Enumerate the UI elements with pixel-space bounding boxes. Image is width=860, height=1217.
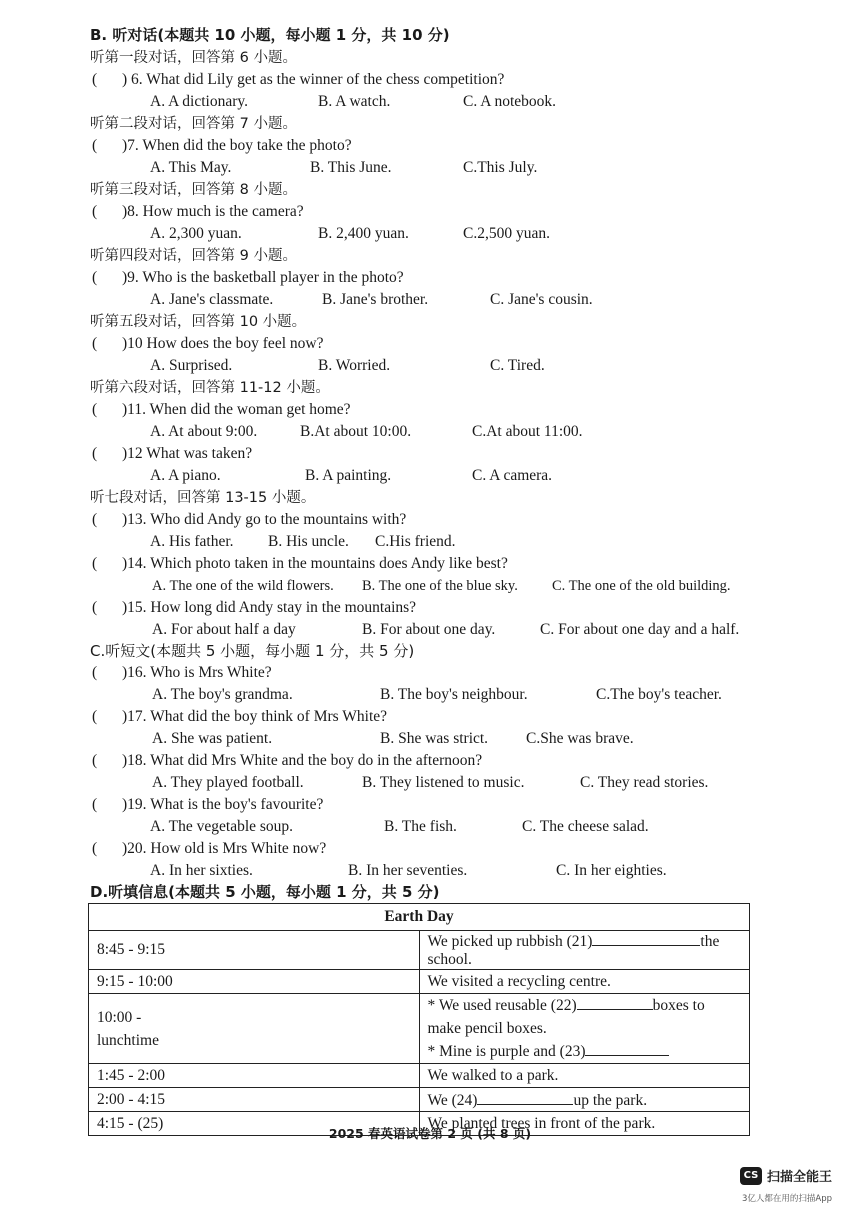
group-intro: 听第三段对话，回答第 8 小题。 [90,182,297,198]
option-b: B. Jane's brother. [322,291,429,308]
scanner-watermark [740,1166,832,1185]
question-stem: ( )20. How old is Mrs White now? [92,840,327,857]
section-b-heading: B. 听对话(本题共 10 小题，每小题 1 分，共 10 分) [90,26,450,44]
option-a: A. The one of the wild flowers. [152,578,334,594]
brand-name: 扫描全能王 [767,1170,833,1185]
activity-cell: * We used reusable (22) boxes to make pencil boxes. * Mine is purple and (23) [419,994,750,1064]
option-c: C. The cheese salad. [522,818,649,835]
option-a: A. The vegetable soup. [150,818,294,835]
question-stem: ( )10 How does the boy feel now? [92,335,324,352]
group-intro: 听第六段对话，回答第 11-12 小题。 [90,380,330,396]
option-a: A. Jane's classmate. [150,291,274,308]
group-intro: 听七段对话，回答第 13-15 小题。 [90,490,316,506]
option-a: A. At about 9:00. [150,423,258,440]
option-c: C.She was brave. [526,730,634,747]
option-a: A. For about half a day [152,621,296,638]
option-a: A. A piano. [150,467,221,484]
section-c-heading: C.听短文(本题共 5 小题，每小题 1 分，共 5 分) [90,642,415,660]
brand-tagline: 3亿人都在用的扫描App [742,1194,833,1204]
earth-day-table [88,903,750,1136]
option-c: C. Jane's cousin. [490,291,593,308]
page-footer: 2025 春英语试卷第 2 页 (共 8 页) [328,1126,532,1141]
answer-blank-22[interactable] [577,995,653,1010]
question-stem: ( )16. Who is Mrs White? [92,664,272,681]
time-cell: 4:15 - (25) [89,1112,420,1136]
option-c: C. In her eighties. [556,862,667,879]
option-b: B. The fish. [384,818,457,835]
table-title-row [89,904,750,931]
option-c: C. For about one day and a half. [540,621,740,638]
question-stem: ( )12 What was taken? [92,445,253,462]
option-b: B. 2,400 yuan. [318,225,409,242]
activity-cell: We walked to a park. [419,1064,750,1088]
question-stem: ( )7. When did the boy take the photo? [92,137,352,154]
option-b: B. They listened to music. [362,774,525,791]
time-cell: 9:15 - 10:00 [89,970,420,994]
table-row [89,970,750,994]
option-c: C. A notebook. [463,93,557,110]
activity-cell: We (24) up the park. [419,1088,750,1112]
time-cell: 1:45 - 2:00 [89,1064,420,1088]
table-row [89,1064,750,1088]
question-stem: ( )11. When did the woman get home? [92,401,351,418]
question-stem: ( )14. Which photo taken in the mountains does Andy like best? [92,555,508,572]
option-b: B. A painting. [305,467,392,484]
option-a: A. 2,300 yuan. [150,225,242,242]
option-b: B. The boy's neighbour. [380,686,528,703]
option-b: B. This June. [310,159,392,176]
question-stem: ( )9. Who is the basketball player in the photo? [92,269,404,286]
time-cell: 10:00 - lunchtime [89,994,420,1064]
section-d-heading: D.听填信息(本题共 5 小题，每小题 1 分，共 5 分) [90,883,440,901]
option-a: A. She was patient. [152,730,273,747]
option-a: A. In her sixties. [150,862,253,879]
table-title: Earth Day [89,904,750,931]
option-b: B. She was strict. [380,730,489,747]
option-c: C.His friend. [375,533,456,550]
option-c: C.The boy's teacher. [596,686,722,703]
option-b: B.At about 10:00. [300,423,412,440]
option-c: C.This July. [463,159,538,176]
group-intro: 听第二段对话，回答第 7 小题。 [90,116,297,132]
answer-blank-24[interactable] [477,1090,573,1105]
option-c: C. The one of the old building. [552,578,731,594]
question-stem: ( ) 6. What did Lily get as the winner of the chess competition? [92,71,505,88]
option-a: A. The boy's grandma. [152,686,293,703]
option-b: B. A watch. [318,93,391,110]
option-c: C. Tired. [490,357,545,374]
answer-blank-21[interactable] [592,931,700,946]
option-b: B. Worried. [318,357,391,374]
answer-blank-23[interactable] [585,1041,669,1056]
question-stem: ( )15. How long did Andy stay in the mountains? [92,599,417,616]
time-cell: 8:45 - 9:15 [89,931,420,970]
option-c: C. A camera. [472,467,553,484]
activity-cell: We picked up rubbish (21) the school. [419,931,750,970]
table-row [89,931,750,970]
option-b: B. His uncle. [268,533,349,550]
group-intro: 听第四段对话，回答第 9 小题。 [90,248,297,264]
option-a: A. His father. [150,533,234,550]
camscanner-logo-icon: CS [740,1167,762,1185]
option-b: B. The one of the blue sky. [362,578,518,594]
time-cell: 2:00 - 4:15 [89,1088,420,1112]
option-b: B. In her seventies. [348,862,468,879]
question-stem: ( )18. What did Mrs White and the boy do in the afternoon? [92,752,483,769]
option-b: B. For about one day. [362,621,496,638]
group-intro: 听第五段对话，回答第 10 小题。 [90,314,307,330]
option-c: C.At about 11:00. [472,423,583,440]
table-row [89,994,750,1064]
question-stem: ( )8. How much is the camera? [92,203,304,220]
group-intro: 听第一段对话，回答第 6 小题。 [90,50,297,66]
question-stem: ( )17. What did the boy think of Mrs White? [92,708,388,725]
activity-cell: We visited a recycling centre. [419,970,750,994]
option-a: A. A dictionary. [150,93,249,110]
activity-cell: We planted trees in front of the park. [419,1112,750,1136]
question-stem: ( )19. What is the boy's favourite? [92,796,324,813]
question-stem: ( )13. Who did Andy go to the mountains with? [92,511,407,528]
table-row [89,1088,750,1112]
option-c: C.2,500 yuan. [463,225,550,242]
option-a: A. This May. [150,159,232,176]
option-c: C. They read stories. [580,774,709,791]
option-a: A. Surprised. [150,357,233,374]
option-a: A. They played football. [152,774,304,791]
